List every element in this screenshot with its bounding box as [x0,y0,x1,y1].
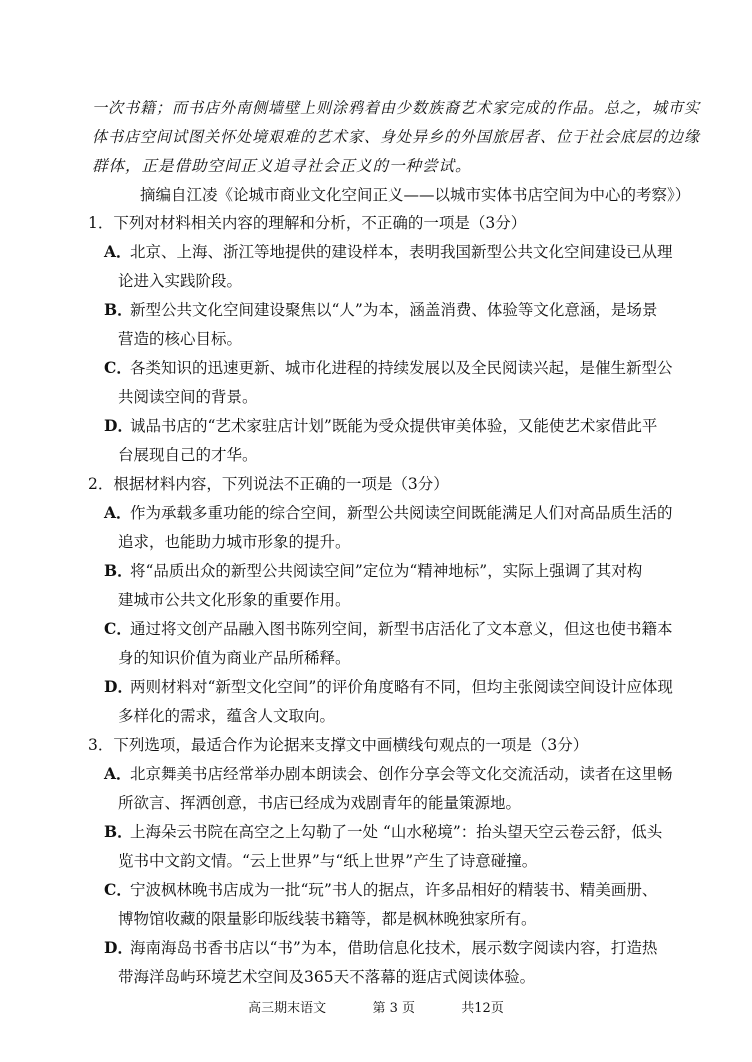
intro-line-1: 一次书籍；而书店外南侧墙壁上则涂鸦着由少数族裔艺术家完成的作品。总之，城市实 [92,99,701,117]
q1-option-c-line-2: 共阅读空间的背景。 [118,388,258,406]
q2-option-c-label: C． [104,619,132,638]
q2-option-c-line-2: 身的知识价值为商业产品所稀释。 [118,649,351,667]
q1-option-c-label: C． [104,358,132,377]
q3-option-b-line-1: 上海朵云书院在高空之上勾勒了一处 “山水秘境”：抬头望天空云卷云舒，低头 [130,823,663,841]
question-2-stem: 2．根据材料内容，下列说法不正确的一项是（3分） [88,475,449,493]
q2-option-c-line-1: 通过将文创产品融入图书陈列空间，新型书店活化了文本意义，但这也使书籍本 [130,620,673,638]
q3-option-c-line-1: 宁波枫林晚书店成为一批“玩”书人的据点，许多品相好的精装书、精美画册、 [130,881,658,899]
footer-subject: 高三期末语文 [248,1001,327,1016]
q3-option-c-line-2: 博物馆收藏的限量影印版线装书籍等，都是枫林晚独家所有。 [118,910,537,928]
q3-option-a-line-2: 所欲言、挥洒创意，书店已经成为戏剧青年的能量策源地。 [118,794,522,812]
q2-option-a-line-1: 作为承载多重功能的综合空间，新型公共阅读空间既能满足人们对高品质生活的 [130,504,673,522]
footer-page-number: 第 3 页 [372,1001,415,1016]
q1-option-a-line-1: 北京、上海、浙江等地提供的建设样本，表明我国新型公共文化空间建设已从理 [130,243,673,261]
intro-line-3: 群体，正是借助空间正义追寻社会正义的一种尝试。 [92,157,472,175]
q1-option-a-label: A． [104,242,132,261]
q2-option-a-label: A． [104,503,132,522]
q3-option-a-label: A． [104,764,132,783]
source-citation: 摘编自江凌《论城市商业文化空间正义——以城市实体书店空间为中心的考察》） [140,186,691,204]
q1-option-c-line-1: 各类知识的迅速更新、城市化进程的持续发展以及全民阅读兴起，是催生新型公 [130,359,673,377]
q2-option-b-label: B． [104,561,133,580]
q3-option-d-line-1: 海南海岛书香书店以“书”为本，借助信息化技术，展示数字阅读内容，打造热 [130,939,658,957]
q1-option-b-line-1: 新型公共文化空间建设聚焦以“人”为本，涵盖消费、体验等文化意涵，是场景 [130,301,658,319]
q3-option-b-label: B． [104,822,133,841]
q2-option-b-line-2: 建城市公共文化形象的重要作用。 [118,591,351,609]
intro-line-2: 体书店空间试图关怀处境艰难的艺术家、身处异乡的外国旅居者、位于社会底层的边缘 [92,128,701,146]
q2-option-d-label: D． [104,677,133,696]
q2-option-a-line-2: 追求，也能助力城市形象的提升。 [118,533,351,551]
q1-option-a-line-2: 论进入实践阶段。 [118,272,243,290]
q1-option-d-line-2: 台展现自己的才华。 [118,446,258,464]
q3-option-c-label: C． [104,880,132,899]
q1-option-d-line-1: 诚品书店的“艺术家驻店计划”既能为受众提供审美体验，又能使艺术家借此平 [130,417,658,435]
question-3-stem: 3．下列选项，最适合作为论据来支撑文中画横线句观点的一项是（3分） [88,736,589,754]
q1-option-b-label: B． [104,300,133,319]
q2-option-d-line-1: 两则材料对“新型文化空间”的评价角度略有不同，但均主张阅读空间设计应体现 [130,678,673,696]
q3-option-b-line-2: 览书中文韵文情。“云上世界”与“纸上世界”产生了诗意碰撞。 [118,852,538,870]
q2-option-b-line-1: 将“品质出众的新型公共阅读空间”定位为“精神地标”，实际上强调了其对构 [130,562,643,580]
footer-total-pages: 共12页 [461,1001,504,1016]
page-footer [0,1000,752,1018]
q2-option-d-line-2: 多样化的需求，蕴含人文取向。 [118,707,336,725]
q1-option-d-label: D． [104,416,133,435]
q3-option-a-line-1: 北京舞美书店经常举办剧本朗读会、创作分享会等文化交流活动，读者在这里畅 [130,765,673,783]
question-1-stem: 1．下列对材料相关内容的理解和分析，不正确的一项是（3分） [88,214,527,232]
q1-option-b-line-2: 营造的核心目标。 [118,330,243,348]
q3-option-d-label: D． [104,938,133,957]
q3-option-d-line-2: 带海洋岛屿环境艺术空间及365天不落幕的逛店式阅读体验。 [118,968,536,986]
